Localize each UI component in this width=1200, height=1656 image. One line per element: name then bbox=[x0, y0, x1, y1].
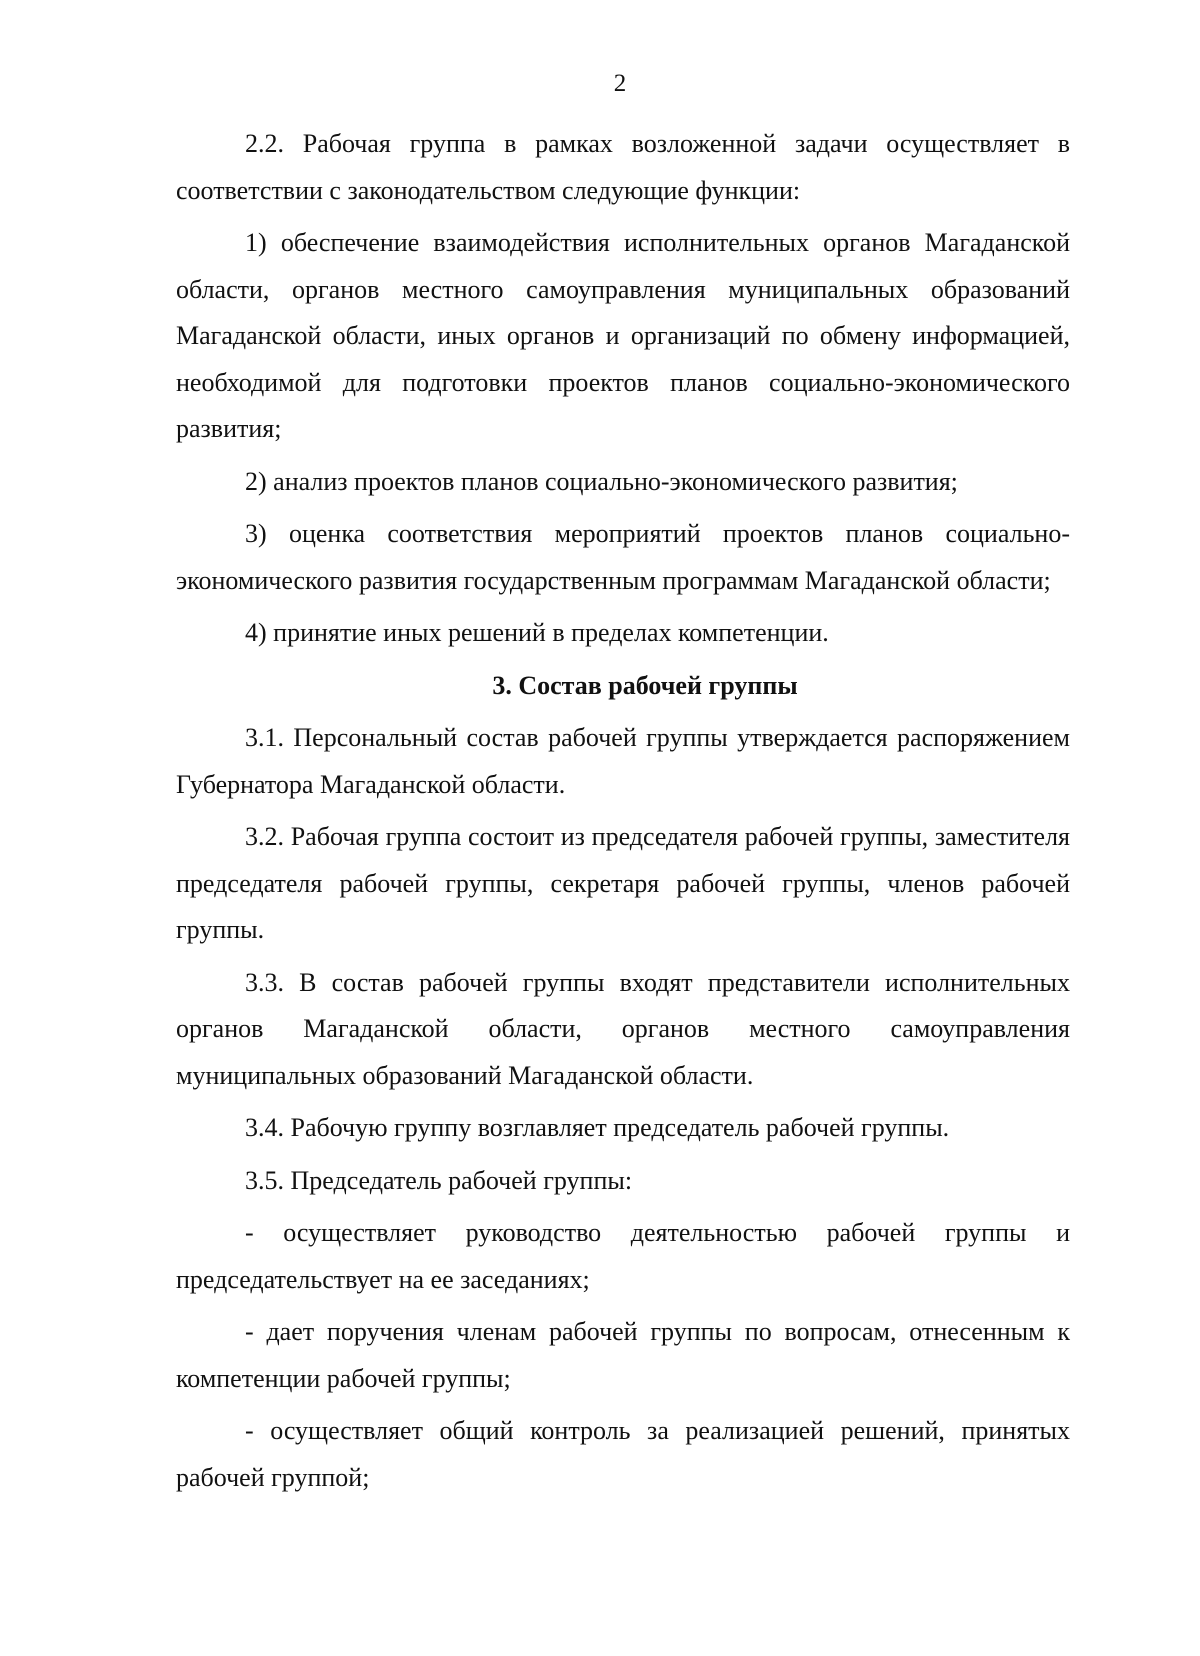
paragraph-2-2: 2.2. Рабочая группа в рамках возложенной задачи осуществляет в соответствии с законодательством следующие функции: bbox=[176, 129, 1070, 205]
paragraph-3-2: 3.2. Рабочая группа состоит из председателя рабочей группы, заместителя председателя рабочей группы, секретаря рабочей группы, членов рабочей группы. bbox=[176, 822, 1070, 944]
duty-item-3: - осуществляет общий контроль за реализацией решений, принятых рабочей группой; bbox=[176, 1416, 1070, 1492]
paragraph-3-5: 3.5. Председатель рабочей группы: bbox=[245, 1165, 633, 1195]
paragraph-3-1: 3.1. Персональный состав рабочей группы утверждается распоряжением Губернатора Магаданской области. bbox=[176, 723, 1070, 799]
list-item-1: 1) обеспечение взаимодействия исполнительных органов Магаданской области, органов местного самоуправления муниципальных образований Магаданской области, иных органов и организаций по обмену информацией, необходимой для подготовки проектов планов социально-экономического развития; bbox=[176, 228, 1070, 443]
document-body bbox=[176, 121, 1070, 1507]
paragraph-3-4: 3.4. Рабочую группу возглавляет председатель рабочей группы. bbox=[245, 1113, 950, 1142]
list-item-4: 4) принятие иных решений в пределах компетенции. bbox=[245, 618, 829, 647]
list-item-2: 2) анализ проектов планов социально-экономического развития; bbox=[245, 466, 958, 496]
section-heading: 3. Состав рабочей группы bbox=[492, 670, 798, 700]
page-number: 2 bbox=[613, 70, 627, 97]
list-item-3: 3) оценка соответствия мероприятий проектов планов социально-экономического развития государственным программам Магаданской области; bbox=[176, 519, 1070, 595]
duty-item-1: - осуществляет руководство деятельностью рабочей группы и председательствует на ее заседаниях; bbox=[176, 1218, 1070, 1294]
paragraph-3-3: 3.3. В состав рабочей группы входят представители исполнительных органов Магаданской области, органов местного самоуправления муниципальных образований Магаданской области. bbox=[176, 967, 1070, 1090]
duty-item-2: - дает поручения членам рабочей группы по вопросам, отнесенным к компетенции рабочей группы; bbox=[176, 1317, 1070, 1393]
